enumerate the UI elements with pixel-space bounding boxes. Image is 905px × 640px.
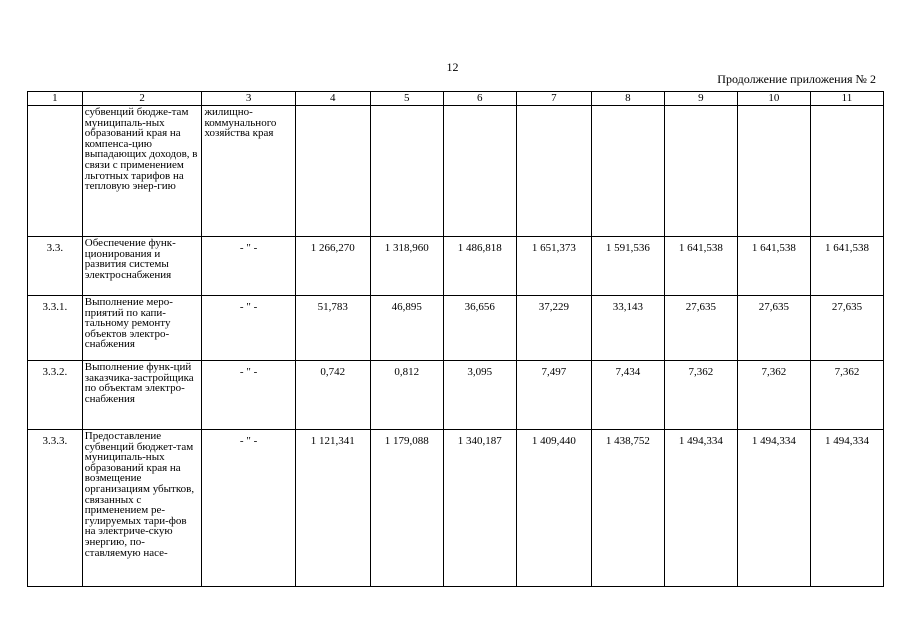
- value-cell: 1 438,752: [591, 430, 664, 587]
- value-cell: 51,783: [295, 296, 370, 361]
- value-cell: 7,497: [516, 361, 591, 430]
- value-cell: [664, 106, 737, 237]
- column-header: 5: [370, 92, 443, 106]
- value-cell: 27,635: [810, 296, 883, 361]
- value-cell: 27,635: [737, 296, 810, 361]
- column-header: 4: [295, 92, 370, 106]
- column-header: 7: [516, 92, 591, 106]
- value-cell: [810, 106, 883, 237]
- table-row: [28, 430, 884, 587]
- value-cell: [737, 106, 810, 237]
- column-header: 9: [664, 92, 737, 106]
- value-cell: 7,434: [591, 361, 664, 430]
- column-header: 2: [82, 92, 202, 106]
- row-name: Выполнение функ-ций заказчика-застройщика по объектам электро-снабжения: [82, 361, 202, 430]
- value-cell: 1 591,536: [591, 237, 664, 296]
- value-cell: 7,362: [737, 361, 810, 430]
- value-cell: [295, 106, 370, 237]
- value-cell: 1 494,334: [664, 430, 737, 587]
- row-name: Предоставление субвенций бюджет-там муниципаль-ных образований края на возмещение организациям убытков, связанных с применением ре-гулируемых тари-фов на электриче-скую энергию, по-ставляемую насе-: [82, 430, 202, 587]
- value-cell: 1 641,538: [810, 237, 883, 296]
- ditto-mark: - " -: [202, 361, 295, 430]
- ditto-mark: - " -: [202, 296, 295, 361]
- table-row: [28, 106, 884, 237]
- value-cell: 0,742: [295, 361, 370, 430]
- value-cell: 0,812: [370, 361, 443, 430]
- row-number: 3.3.: [28, 237, 83, 296]
- column-header: 11: [810, 92, 883, 106]
- value-cell: [370, 106, 443, 237]
- page-number: 12: [446, 60, 459, 74]
- column-header: 1: [28, 92, 83, 106]
- appendix-table: [27, 91, 884, 587]
- row-name: субвенций бюдже-там муниципаль-ных образований края на компенса-цию выпадающих доходов, в связи с применением льготных тарифов на тепловую энер-гию: [82, 106, 202, 237]
- value-cell: 1 494,334: [810, 430, 883, 587]
- value-cell: 3,095: [443, 361, 516, 430]
- value-cell: 1 340,187: [443, 430, 516, 587]
- value-cell: 1 494,334: [737, 430, 810, 587]
- value-cell: 1 651,373: [516, 237, 591, 296]
- table-row: [28, 296, 884, 361]
- value-cell: 1 121,341: [295, 430, 370, 587]
- value-cell: 27,635: [664, 296, 737, 361]
- value-cell: 1 641,538: [664, 237, 737, 296]
- row-number: 3.3.1.: [28, 296, 83, 361]
- value-cell: 36,656: [443, 296, 516, 361]
- ditto-mark: - " -: [202, 430, 295, 587]
- continuation-label: Продолжение приложения № 2: [717, 72, 876, 86]
- column-number-row: [28, 92, 884, 106]
- value-cell: [516, 106, 591, 237]
- value-cell: 1 179,088: [370, 430, 443, 587]
- value-cell: 37,229: [516, 296, 591, 361]
- value-cell: 1 266,270: [295, 237, 370, 296]
- row-number: 3.3.2.: [28, 361, 83, 430]
- value-cell: [591, 106, 664, 237]
- column-header: 10: [737, 92, 810, 106]
- row-number: [28, 106, 83, 237]
- value-cell: 7,362: [664, 361, 737, 430]
- value-cell: 1 318,960: [370, 237, 443, 296]
- row-name: Выполнение меро-приятий по капи-тальному ремонту объектов электро-снабжения: [82, 296, 202, 361]
- table-row: [28, 361, 884, 430]
- value-cell: [443, 106, 516, 237]
- row-organization: жилищно-коммунального хозяйства края: [202, 106, 295, 237]
- value-cell: 1 486,818: [443, 237, 516, 296]
- value-cell: 1 409,440: [516, 430, 591, 587]
- value-cell: 33,143: [591, 296, 664, 361]
- column-header: 8: [591, 92, 664, 106]
- value-cell: 1 641,538: [737, 237, 810, 296]
- table-row: [28, 237, 884, 296]
- value-cell: 46,895: [370, 296, 443, 361]
- column-header: 3: [202, 92, 295, 106]
- column-header: 6: [443, 92, 516, 106]
- value-cell: 7,362: [810, 361, 883, 430]
- row-name: Обеспечение функ-ционирования и развития системы электроснабжения: [82, 237, 202, 296]
- ditto-mark: - " -: [202, 237, 295, 296]
- row-number: 3.3.3.: [28, 430, 83, 587]
